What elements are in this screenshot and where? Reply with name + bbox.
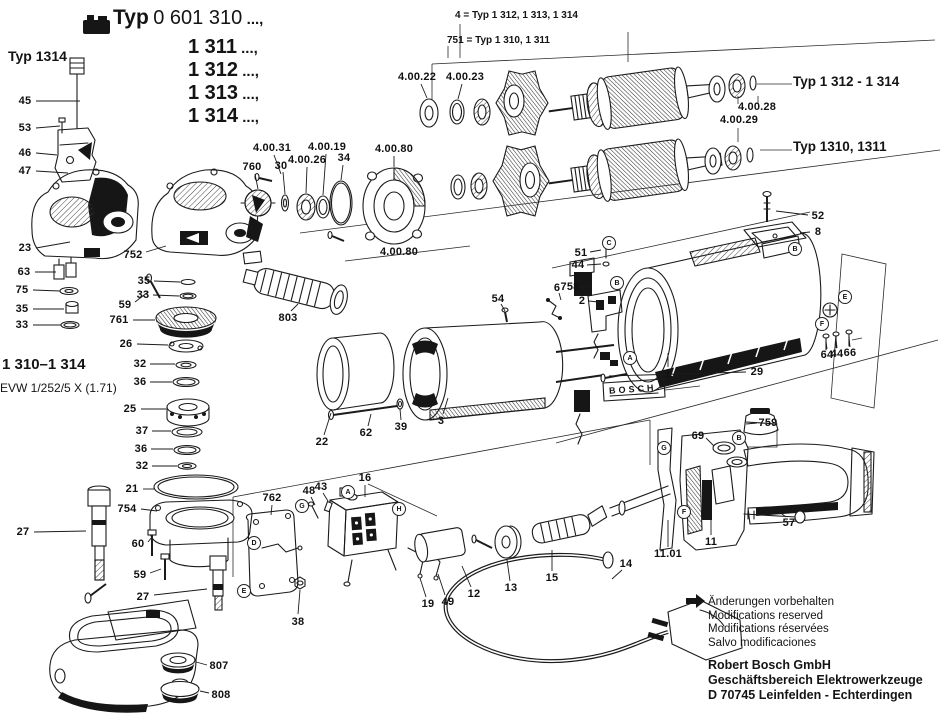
side-doc-code: EVW 1/252/5 X (1.71) <box>0 381 117 395</box>
leader-line <box>507 560 510 581</box>
leader-line <box>137 344 168 345</box>
leader-line <box>341 165 343 180</box>
leader-line <box>443 398 448 414</box>
ref-marker-c: C <box>602 236 616 250</box>
leader-line <box>589 301 598 302</box>
part-label: 66 <box>843 347 857 359</box>
ref-marker-f: F <box>815 317 829 331</box>
notice-line: Modifications réservées <box>708 623 829 635</box>
part-label: 758 <box>560 281 580 293</box>
leader-line <box>587 264 601 265</box>
leader-line <box>462 566 471 587</box>
ref-marker-e: E <box>838 290 852 304</box>
ref-marker-f: F <box>677 505 691 519</box>
leader-line <box>746 423 757 424</box>
part-label: 64 <box>820 349 834 361</box>
leader-line <box>590 250 601 252</box>
part-label: 75 <box>15 284 29 296</box>
variant-note-1: 4 = Typ 1 312, 1 313, 1 314 <box>455 10 578 21</box>
part-label: 8 <box>814 226 822 238</box>
part-label: 44 <box>571 259 585 271</box>
leader-line <box>324 413 331 435</box>
part-label: 4.00.28 <box>737 101 777 113</box>
company-line: D 70745 Leinfelden - Echterdingen <box>708 688 913 702</box>
part-label: 57 <box>782 517 796 529</box>
part-label: 4.00.23 <box>445 71 485 83</box>
part-label: 51 <box>574 247 588 259</box>
part-label: 36 <box>133 376 147 388</box>
ref-marker-b: B <box>610 276 624 290</box>
part-label: 63 <box>17 266 31 278</box>
leader-line <box>36 171 68 173</box>
part-label: 45 <box>18 95 32 107</box>
leader-line <box>150 569 161 573</box>
leader-line <box>200 691 209 693</box>
part-label: 36 <box>134 443 148 455</box>
part-label: 49 <box>441 596 455 608</box>
right-group-label-upper: Typ 1 312 - 1 314 <box>793 74 900 89</box>
part-label: 43 <box>314 481 328 493</box>
title-code: 0 601 310 <box>153 7 243 29</box>
part-label: 47 <box>18 165 32 177</box>
part-label: 11.01 <box>654 548 682 560</box>
leader-line <box>36 126 60 128</box>
part-label: 48 <box>302 485 316 497</box>
part-label: 27 <box>136 591 150 603</box>
part-label: 4.00.26 <box>287 154 327 166</box>
model-title-row: 1 312 ..., <box>188 59 259 81</box>
part-label: 53 <box>18 122 32 134</box>
leader-line <box>271 505 272 515</box>
part-label: 807 <box>209 660 229 672</box>
leader-line <box>501 304 505 311</box>
part-label: 803 <box>278 312 298 324</box>
part-label: 11 <box>704 536 718 548</box>
model-title <box>113 6 263 30</box>
part-label: 4.00.19 <box>307 141 347 153</box>
company-address <box>708 658 923 703</box>
leader-line <box>283 172 285 194</box>
part-label: 762 <box>262 492 282 504</box>
leader-line <box>146 246 166 252</box>
part-label: 33 <box>15 319 29 331</box>
part-label: 52 <box>811 210 825 222</box>
typ-1314-label: Typ 1314 <box>8 48 67 64</box>
leader-line <box>36 153 57 155</box>
ref-marker-a: A <box>623 351 637 365</box>
leader-line <box>141 509 157 511</box>
part-label: 759 <box>758 417 778 429</box>
leader-line <box>609 372 746 376</box>
leader-line <box>421 84 427 98</box>
leader-line <box>298 590 300 614</box>
part-label: 6 <box>553 282 561 294</box>
part-label: 3 <box>437 415 445 427</box>
model-title-rows <box>188 36 259 128</box>
leader-line <box>148 537 152 542</box>
ref-marker-e: E <box>237 584 251 598</box>
side-typ-range: 1 310–1 314 <box>2 356 86 373</box>
leader-line <box>306 167 307 193</box>
part-label: 39 <box>394 421 408 433</box>
leader-line <box>196 662 207 665</box>
ref-marker-g: G <box>657 441 671 455</box>
part-label: 62 <box>359 427 373 439</box>
bosch-nameplate-text: BOSCH <box>608 382 657 396</box>
part-label: 21 <box>125 483 139 495</box>
variant-note-2: 751 = Typ 1 310, 1 311 <box>447 35 550 46</box>
part-label: 30 <box>274 160 288 172</box>
part-label: 44 <box>830 348 844 360</box>
company-line: Robert Bosch GmbH <box>708 658 831 672</box>
part-label: 34 <box>337 152 351 164</box>
part-label: 4.00.80 <box>374 143 414 155</box>
title-suffix: ..., <box>246 11 264 28</box>
part-label: 4.00.29 <box>719 114 759 126</box>
leader-line <box>826 341 827 349</box>
part-label: 754 <box>117 503 137 515</box>
leader-line <box>776 211 808 215</box>
notice-line: Salvo modificaciones <box>708 636 817 649</box>
notice-line: Änderungen vorbehalten <box>708 596 834 608</box>
part-label: 4.00.31 <box>252 142 292 154</box>
leader-line <box>154 281 180 282</box>
part-label: 54 <box>491 293 505 305</box>
part-label: 16 <box>358 472 372 484</box>
part-label: 761 <box>109 314 129 326</box>
part-label: 35 <box>137 275 151 287</box>
part-label: 808 <box>211 689 231 701</box>
ref-marker-d: D <box>247 536 261 550</box>
ref-marker-b: B <box>788 242 802 256</box>
leader-line <box>836 339 837 348</box>
part-label: 2 <box>578 295 586 307</box>
model-title-row: 1 311 ..., <box>188 36 258 58</box>
leader-line <box>34 531 86 532</box>
part-label: 32 <box>133 358 147 370</box>
leader-line <box>420 578 426 597</box>
leader-line <box>458 84 462 99</box>
part-label: 32 <box>135 460 149 472</box>
leader-line <box>36 242 70 248</box>
part-label: 38 <box>291 616 305 628</box>
leader-line <box>255 174 258 189</box>
part-label: 1 <box>664 368 672 380</box>
ref-marker-g: G <box>295 499 309 513</box>
part-label: 4.00.22 <box>397 71 437 83</box>
leader-line <box>559 293 561 300</box>
leader-line <box>612 570 622 579</box>
ref-marker-a: A <box>341 485 355 499</box>
modification-notices <box>708 596 834 650</box>
part-label: 29 <box>750 366 764 378</box>
leader-line <box>154 589 207 595</box>
model-title-row: 1 314 ..., <box>188 105 259 127</box>
part-label: 26 <box>119 338 133 350</box>
part-label: 760 <box>242 161 262 173</box>
ref-marker-h: H <box>392 502 406 516</box>
part-label: 59 <box>118 299 132 311</box>
company-line: Geschäftsbereich Elektrowerkzeuge <box>708 673 923 687</box>
leader-line <box>291 304 298 311</box>
part-label: 19 <box>421 598 435 610</box>
part-label: 23 <box>18 242 32 254</box>
part-label: 4.00.80 <box>379 246 419 258</box>
leader-line <box>368 414 371 426</box>
leader-line <box>311 497 315 505</box>
leader-line <box>33 290 60 291</box>
leader-line <box>153 295 179 296</box>
part-label: 46 <box>18 147 32 159</box>
leader-line <box>800 232 810 233</box>
part-label: 15 <box>545 572 559 584</box>
title-typ: Typ <box>113 6 149 29</box>
part-label: 14 <box>619 558 633 570</box>
part-label: 59 <box>133 569 147 581</box>
part-label: 27 <box>16 526 30 538</box>
part-label: 33 <box>136 289 150 301</box>
part-label: 35 <box>15 303 29 315</box>
leader-line <box>400 409 401 420</box>
part-label: 752 <box>123 249 143 261</box>
part-label: 25 <box>123 403 137 415</box>
part-label: 13 <box>504 582 518 594</box>
part-label: 37 <box>135 425 149 437</box>
part-label: 22 <box>315 436 329 448</box>
notice-line: Modifications reserved <box>708 609 824 622</box>
model-title-row: 1 313 ..., <box>188 82 259 104</box>
leader-line <box>706 438 714 446</box>
ref-marker-b: B <box>732 431 746 445</box>
part-label: 69 <box>691 430 705 442</box>
part-label: 60 <box>131 538 145 550</box>
right-group-label-lower: Typ 1310, 1311 <box>793 139 887 154</box>
part-label: 12 <box>467 588 481 600</box>
leader-line <box>438 574 445 595</box>
leader-line <box>849 337 850 347</box>
leader-line <box>323 493 328 501</box>
